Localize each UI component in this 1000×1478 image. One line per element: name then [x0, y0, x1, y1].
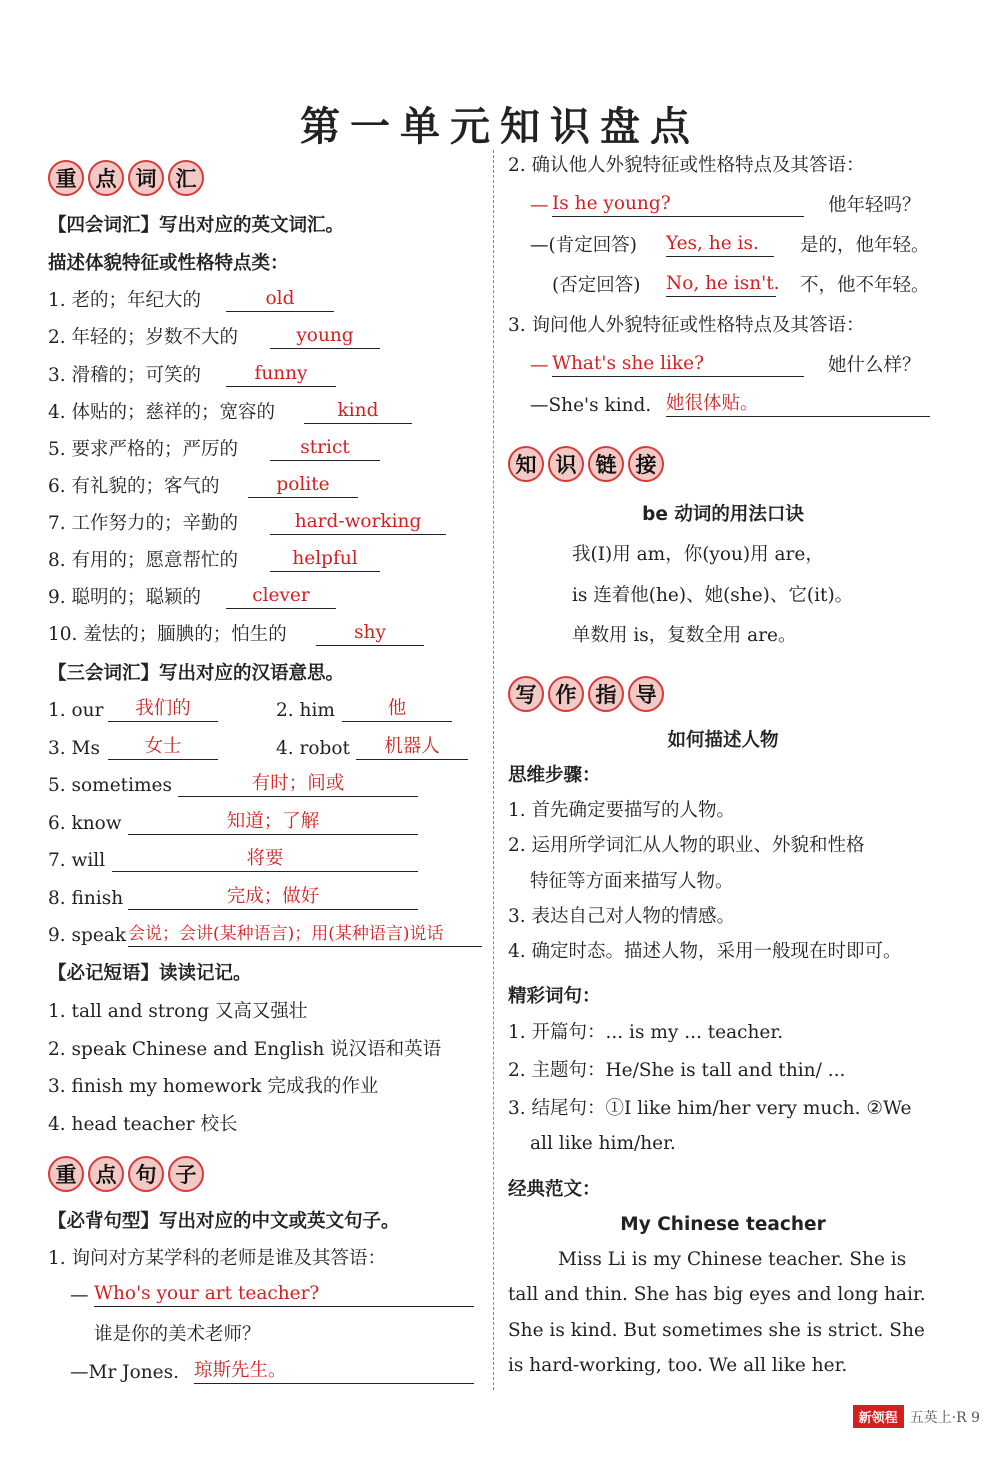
- badge-char: 子: [168, 1156, 204, 1192]
- sentence-answer: 琼斯先生。: [194, 1359, 474, 1384]
- vocab-q: 9. 聪明的；聪颖的: [48, 587, 202, 608]
- sentence-title: 【必背句型】写出对应的中文或英文句子。: [48, 1211, 400, 1232]
- sentence-answer: Who's your art teacher?: [94, 1282, 474, 1307]
- badge-char: 知: [508, 446, 544, 482]
- sentence-reply: —She's kind.: [530, 395, 652, 416]
- steps-title: 思维步骤：: [508, 765, 601, 786]
- vocab-q: 9. speak: [48, 925, 127, 946]
- badge-vocab: [48, 160, 204, 194]
- sentence-answer: 她很体贴。: [666, 392, 930, 417]
- answer-label: —(肯定回答): [530, 235, 637, 256]
- sentence-question: 2. 确认他人外貌特征或性格特点及其答语：: [508, 155, 865, 176]
- vocab-q: 2. him: [276, 700, 335, 721]
- vocab-answer: young: [270, 324, 380, 349]
- vocab-answer: shy: [316, 621, 424, 646]
- phrase-item: 3. finish my homework 完成我的作业: [48, 1076, 379, 1097]
- vocab-answer: 女士: [108, 735, 218, 760]
- badge-writing: [508, 676, 664, 710]
- sentence-answer: No, he isn't.: [666, 272, 776, 297]
- three-title: 【三会词汇】写出对应的汉语意思。: [48, 663, 345, 684]
- badge-char: 重: [48, 1156, 84, 1192]
- badge-sentences: [48, 1156, 204, 1190]
- badge-char: 词: [128, 160, 164, 196]
- vocab-q: 5. sometimes: [48, 775, 172, 796]
- vocab-q: 3. 滑稽的；可笑的: [48, 365, 202, 386]
- vocab-q: 7. will: [48, 850, 106, 871]
- dash: —: [530, 355, 549, 376]
- vocab-q: 7. 工作努力的；辛勤的: [48, 513, 239, 534]
- essay-line: tall and thin. She has big eyes and long hair.: [508, 1284, 926, 1305]
- vocab-q: 6. 有礼貌的；客气的: [48, 476, 220, 497]
- step-item: 3. 表达自己对人物的情感。: [508, 906, 736, 927]
- phrase-item: 1. tall and strong 又高又强壮: [48, 1001, 308, 1022]
- vocab-q: 8. 有用的；愿意帮忙的: [48, 550, 239, 571]
- answer-label: (否定回答): [552, 275, 641, 296]
- sentence-answer: Yes, he is.: [666, 232, 774, 257]
- badge-char: 汇: [168, 160, 204, 196]
- vocab-answer: strict: [270, 436, 380, 461]
- vocab-q: 5. 要求严格的；严厉的: [48, 439, 239, 460]
- sentence-chinese: 谁是你的美术老师？: [94, 1324, 261, 1345]
- vocab-q: 6. know: [48, 813, 122, 834]
- badge-char: 写: [508, 676, 544, 712]
- essay-title: My Chinese teacher: [620, 1214, 826, 1235]
- essay-line: is hard-working, too. We all like her.: [508, 1355, 848, 1376]
- badge-char: 作: [548, 676, 584, 712]
- badge-knowledge: [508, 446, 664, 480]
- essay-line: Miss Li is my Chinese teacher. She is: [558, 1249, 907, 1270]
- sentence-question: 1. 询问对方某学科的老师是谁及其答语：: [48, 1248, 387, 1269]
- badge-char: 接: [628, 446, 664, 482]
- vocab-answer: 完成；做好: [128, 885, 418, 910]
- page-number: 五英上·R 9: [909, 1409, 980, 1426]
- knowledge-title: be 动词的用法口诀: [642, 504, 804, 525]
- vocab-answer: 知道；了解: [128, 810, 418, 835]
- four-subtitle: 描述体貌特征或性格特点类：: [48, 253, 289, 274]
- vocab-answer: 将要: [112, 847, 418, 872]
- sentence-chinese: 他年轻吗？: [828, 195, 921, 216]
- sentence-chinese: 不，他不年轻。: [800, 275, 930, 296]
- sentence-question: 3. 询问他人外貌特征或性格特点及其答语：: [508, 315, 865, 336]
- phrase-item: 4. head teacher 校长: [48, 1114, 238, 1135]
- sentence-answer: What's she like?: [552, 352, 804, 377]
- sentence-answer: Is he young?: [552, 192, 804, 217]
- essay-line: She is kind. But sometimes she is strict. She: [508, 1320, 925, 1341]
- vocab-q: 1. our: [48, 700, 104, 721]
- essay-label: 经典范文：: [508, 1179, 601, 1200]
- vocab-q: 2. 年轻的；岁数不大的: [48, 327, 239, 348]
- sentence-reply: —Mr Jones.: [70, 1362, 179, 1383]
- vocab-answer: funny: [226, 362, 336, 387]
- vocab-answer: 会说；会讲(某种语言)；用(某种语言)说话: [128, 922, 482, 947]
- dash: —: [530, 195, 549, 216]
- step-item: 1. 首先确定要描写的人物。: [508, 800, 736, 821]
- phrase-line: 1. 开篇句：... is my ... teacher.: [508, 1022, 784, 1043]
- step-item: 4. 确定时态。描述人物，采用一般现在时即可。: [508, 941, 902, 962]
- vocab-q: 3. Ms: [48, 738, 100, 759]
- knowledge-line: 我(I)用 am，你(you)用 are，: [572, 544, 824, 565]
- vocab-answer: 我们的: [108, 697, 218, 722]
- badge-char: 重: [48, 160, 84, 196]
- badge-char: 识: [548, 446, 584, 482]
- vocab-answer: 他: [342, 697, 452, 722]
- phrase-line: 2. 主题句：He/She is tall and thin/ ...: [508, 1060, 846, 1081]
- page-footer: [853, 1405, 980, 1428]
- vocab-answer: old: [226, 287, 334, 312]
- publisher-logo: 新领程: [853, 1405, 904, 1428]
- vocab-answer: hard-working: [270, 510, 446, 535]
- phrase-title: 【必记短语】读读记记。: [48, 963, 252, 984]
- vocab-q: 4. 体贴的；慈祥的；宽容的: [48, 402, 276, 423]
- phrase-item: 2. speak Chinese and English 说汉语和英语: [48, 1039, 442, 1060]
- vocab-answer: 机器人: [356, 735, 468, 760]
- phrase-line: all like him/her.: [530, 1133, 676, 1154]
- sentence-chinese: 她什么样？: [828, 355, 921, 376]
- step-item: 2. 运用所学词汇从人物的职业、外貌和性格: [508, 835, 865, 856]
- knowledge-line: is 连着他(he)、她(she)、它(it)。: [572, 585, 854, 606]
- writing-title: 如何描述人物: [667, 730, 779, 751]
- vocab-answer: polite: [248, 473, 358, 498]
- four-title: 【四会词汇】写出对应的英文词汇。: [48, 215, 345, 236]
- vocab-q: 4. robot: [276, 738, 350, 759]
- column-divider: [493, 150, 494, 1390]
- phrases-title: 精彩词句：: [508, 986, 601, 1007]
- knowledge-line: 单数用 is，复数全用 are。: [572, 625, 797, 646]
- phrase-line: 3. 结尾句：①I like him/her very much. ②We: [508, 1098, 912, 1119]
- badge-char: 链: [588, 446, 624, 482]
- vocab-answer: helpful: [270, 547, 380, 572]
- vocab-answer: kind: [304, 399, 412, 424]
- dash: —: [70, 1285, 89, 1306]
- vocab-answer: clever: [226, 584, 336, 609]
- badge-char: 点: [88, 160, 124, 196]
- badge-char: 指: [588, 676, 624, 712]
- step-item: 特征等方面来描写人物。: [530, 871, 734, 892]
- vocab-answer: 有时；间或: [178, 772, 418, 797]
- page-title: 第一单元知识盘点: [300, 104, 700, 150]
- badge-char: 句: [128, 1156, 164, 1192]
- vocab-q: 1. 老的；年纪大的: [48, 290, 202, 311]
- badge-char: 点: [88, 1156, 124, 1192]
- badge-char: 导: [628, 676, 664, 712]
- sentence-chinese: 是的，他年轻。: [800, 235, 930, 256]
- vocab-q: 8. finish: [48, 888, 124, 909]
- vocab-q: 10. 羞怯的；腼腆的；怕生的: [48, 624, 287, 645]
